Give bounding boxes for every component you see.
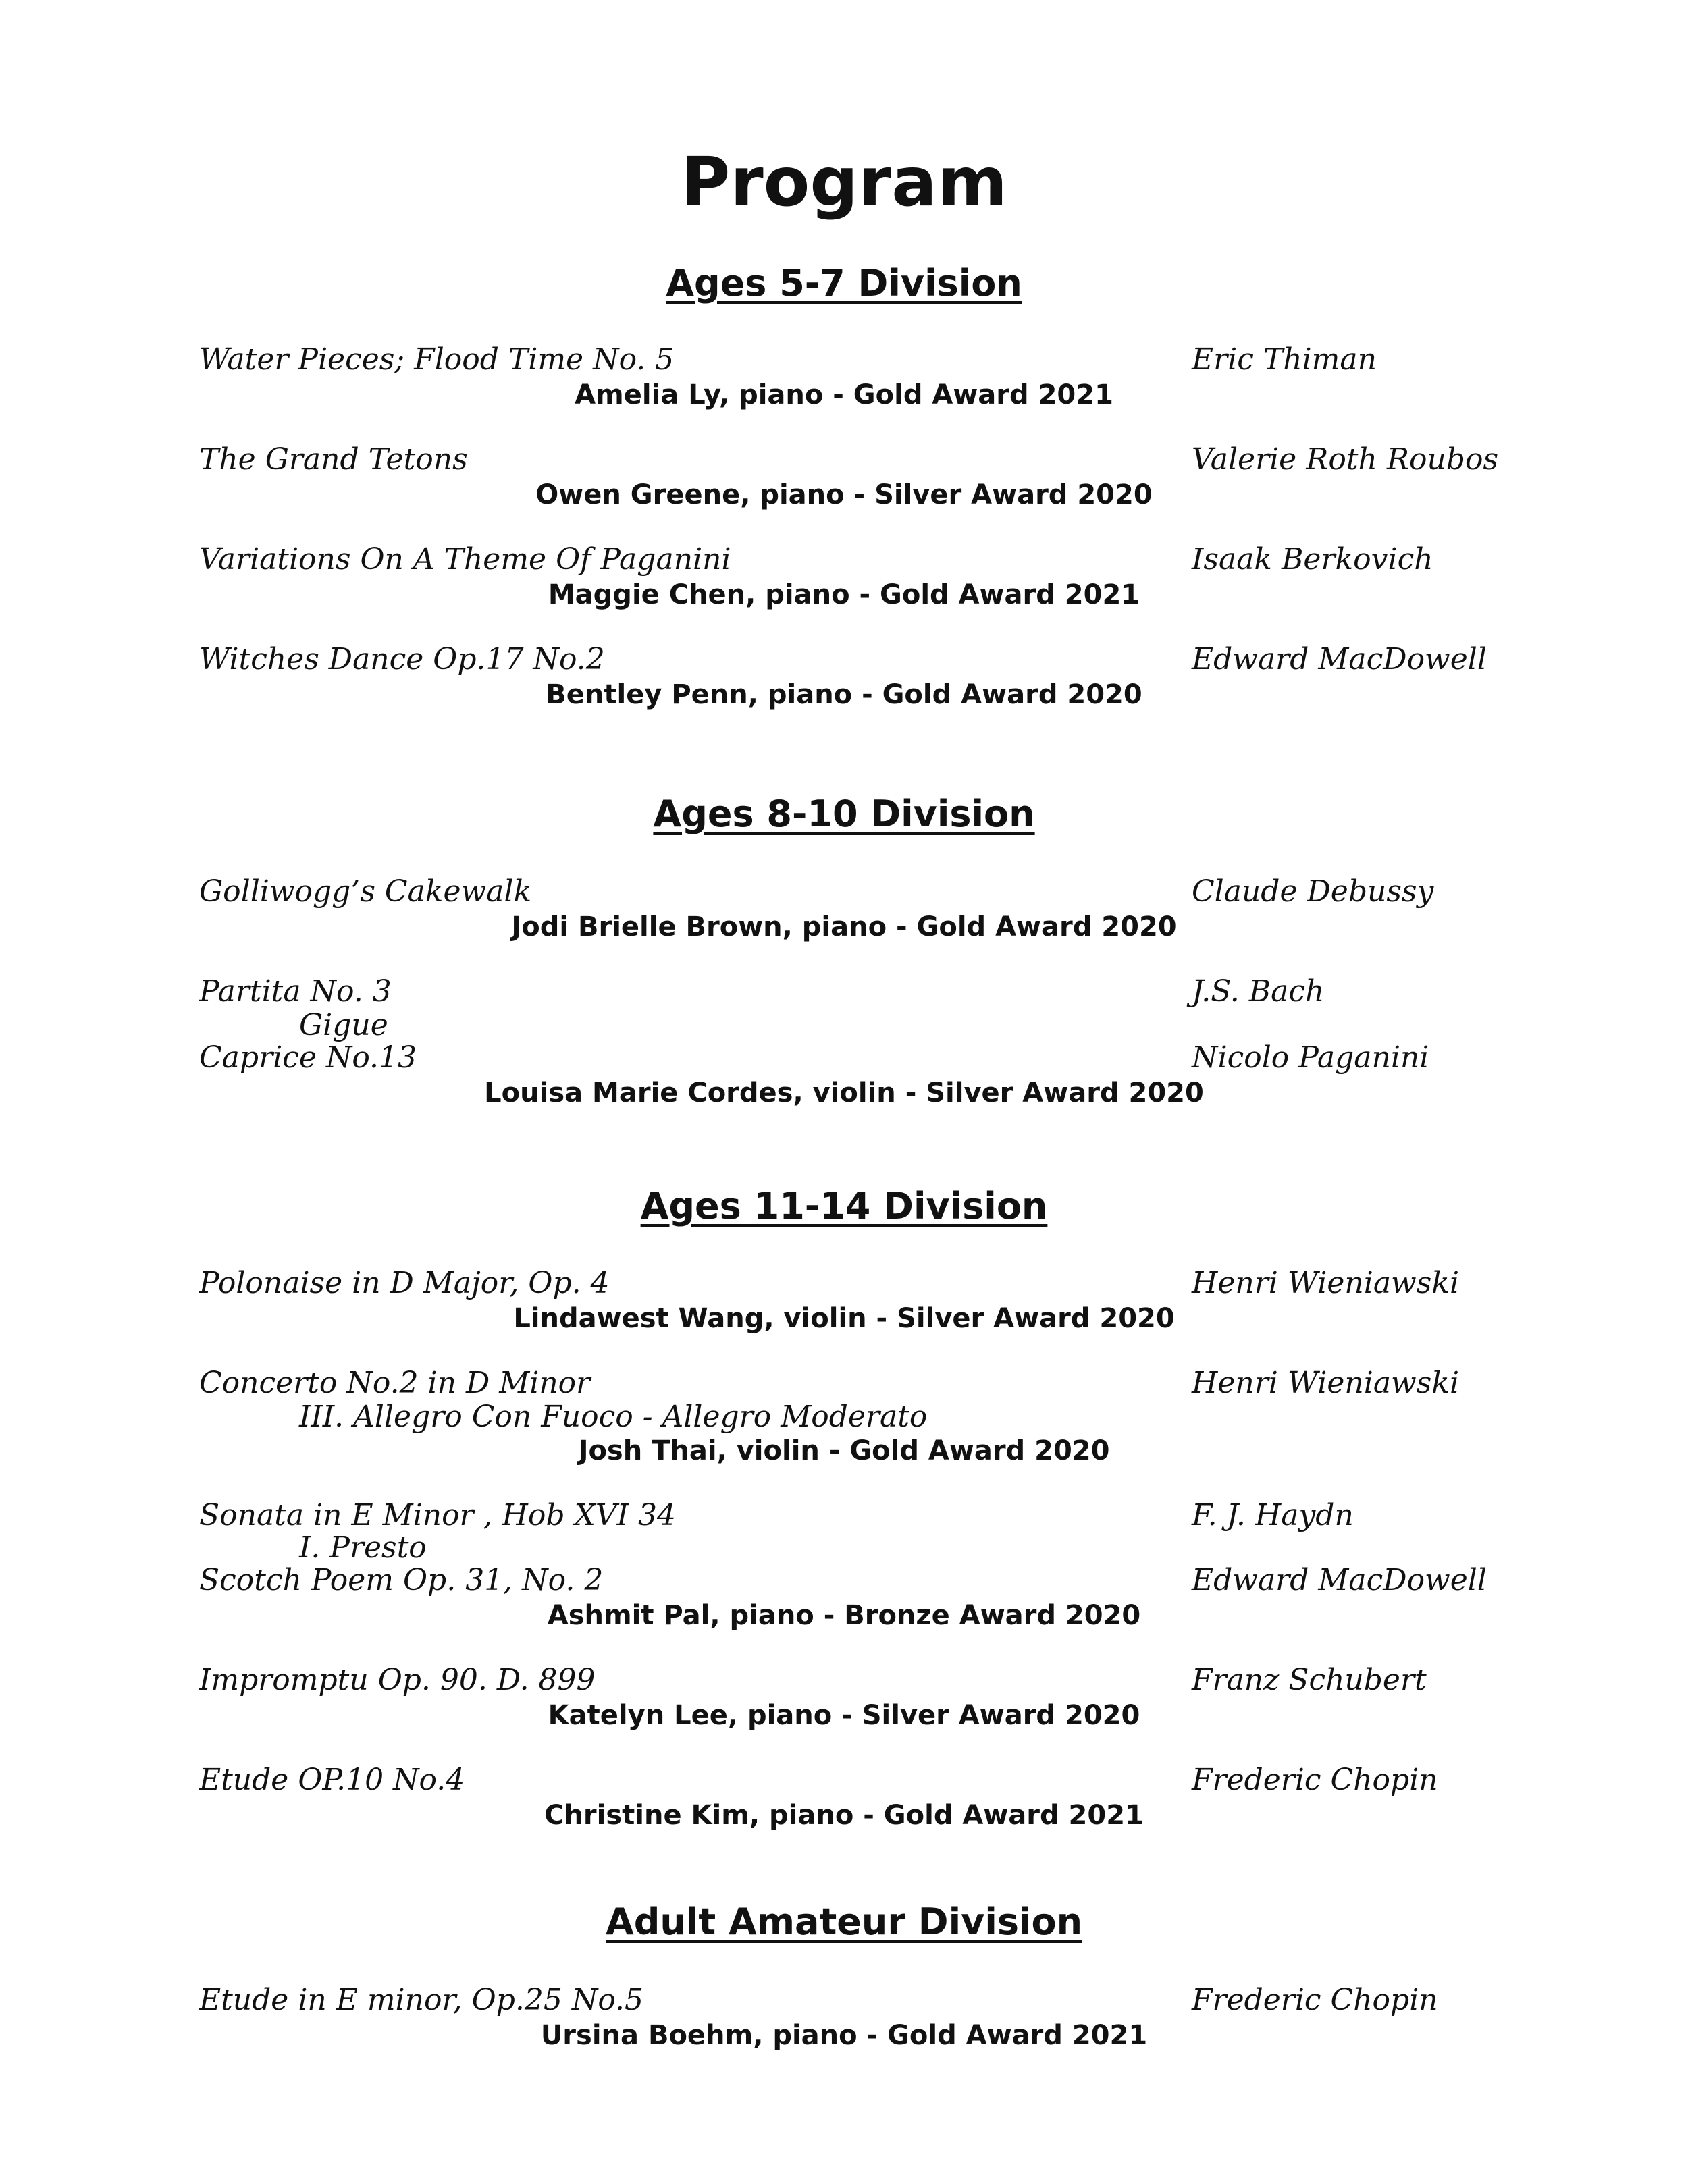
work-title: Impromptu Op. 90. D. 899: [199, 1663, 596, 1697]
work-title: Concerto No.2 in D Minor: [199, 1366, 591, 1400]
work-title: Etude OP.10 No.4: [199, 1763, 465, 1797]
composer: Edward MacDowell: [1192, 1563, 1487, 1597]
work-title: Golliwogg’s Cakewalk: [199, 874, 532, 909]
work-title: Water Pieces; Flood Time No. 5: [199, 342, 675, 377]
performer: Louisa Marie Cordes, violin - Silver Award 2020: [484, 1077, 1204, 1109]
work-title: Etude in E minor, Op.25 No.5: [199, 1983, 644, 2017]
composer: F. J. Haydn: [1192, 1498, 1354, 1533]
performer: Lindawest Wang, violin - Silver Award 2020: [513, 1303, 1175, 1334]
work-title: Partita No. 3: [199, 974, 392, 1009]
division-heading: Ages 8-10 Division: [653, 793, 1035, 835]
composer: Franz Schubert: [1192, 1663, 1427, 1697]
movement-title: Gigue: [299, 1008, 388, 1042]
performer: Ashmit Pal, piano - Bronze Award 2020: [547, 1600, 1141, 1631]
composer: Isaak Berkovich: [1192, 542, 1433, 577]
work-title: Polonaise in D Major, Op. 4: [199, 1266, 610, 1300]
movement-title: I. Presto: [299, 1530, 427, 1565]
performer: Bentley Penn, piano - Gold Award 2020: [546, 679, 1142, 710]
division-heading: Ages 5-7 Division: [666, 262, 1022, 304]
performer: Amelia Ly, piano - Gold Award 2021: [575, 379, 1113, 410]
performer: Owen Greene, piano - Silver Award 2020: [535, 479, 1153, 510]
composer: Frederic Chopin: [1192, 1763, 1438, 1797]
composer: Henri Wieniawski: [1192, 1366, 1460, 1400]
page-title: Program: [681, 142, 1007, 221]
work-title: The Grand Tetons: [199, 442, 468, 477]
work-title: Variations On A Theme Of Paganini: [199, 542, 731, 577]
composer: Eric Thiman: [1192, 342, 1377, 377]
composer: J.S. Bach: [1192, 974, 1325, 1009]
performer: Josh Thai, violin - Gold Award 2020: [578, 1435, 1110, 1466]
work-title: Witches Dance Op.17 No.2: [199, 642, 605, 676]
division-heading: Ages 11-14 Division: [640, 1185, 1048, 1227]
composer: Edward MacDowell: [1192, 642, 1487, 676]
performer: Ursina Boehm, piano - Gold Award 2021: [540, 2020, 1148, 2051]
performer: Christine Kim, piano - Gold Award 2021: [544, 1800, 1144, 1831]
performer: Jodi Brielle Brown, piano - Gold Award 2020: [511, 911, 1177, 942]
composer: Frederic Chopin: [1192, 1983, 1438, 2017]
composer: Henri Wieniawski: [1192, 1266, 1460, 1300]
composer: Claude Debussy: [1192, 874, 1434, 909]
movement-title: III. Allegro Con Fuoco - Allegro Moderato: [299, 1400, 928, 1434]
performer: Maggie Chen, piano - Gold Award 2021: [548, 579, 1140, 610]
composer: Valerie Roth Roubos: [1192, 442, 1499, 477]
work-title: Caprice No.13: [199, 1040, 417, 1075]
work-title: Sonata in E Minor , Hob XVI 34: [199, 1498, 677, 1533]
work-title: Scotch Poem Op. 31, No. 2: [199, 1563, 604, 1597]
composer: Nicolo Paganini: [1192, 1040, 1429, 1075]
performer: Katelyn Lee, piano - Silver Award 2020: [548, 1700, 1140, 1731]
division-heading: Adult Amateur Division: [605, 1900, 1083, 1943]
